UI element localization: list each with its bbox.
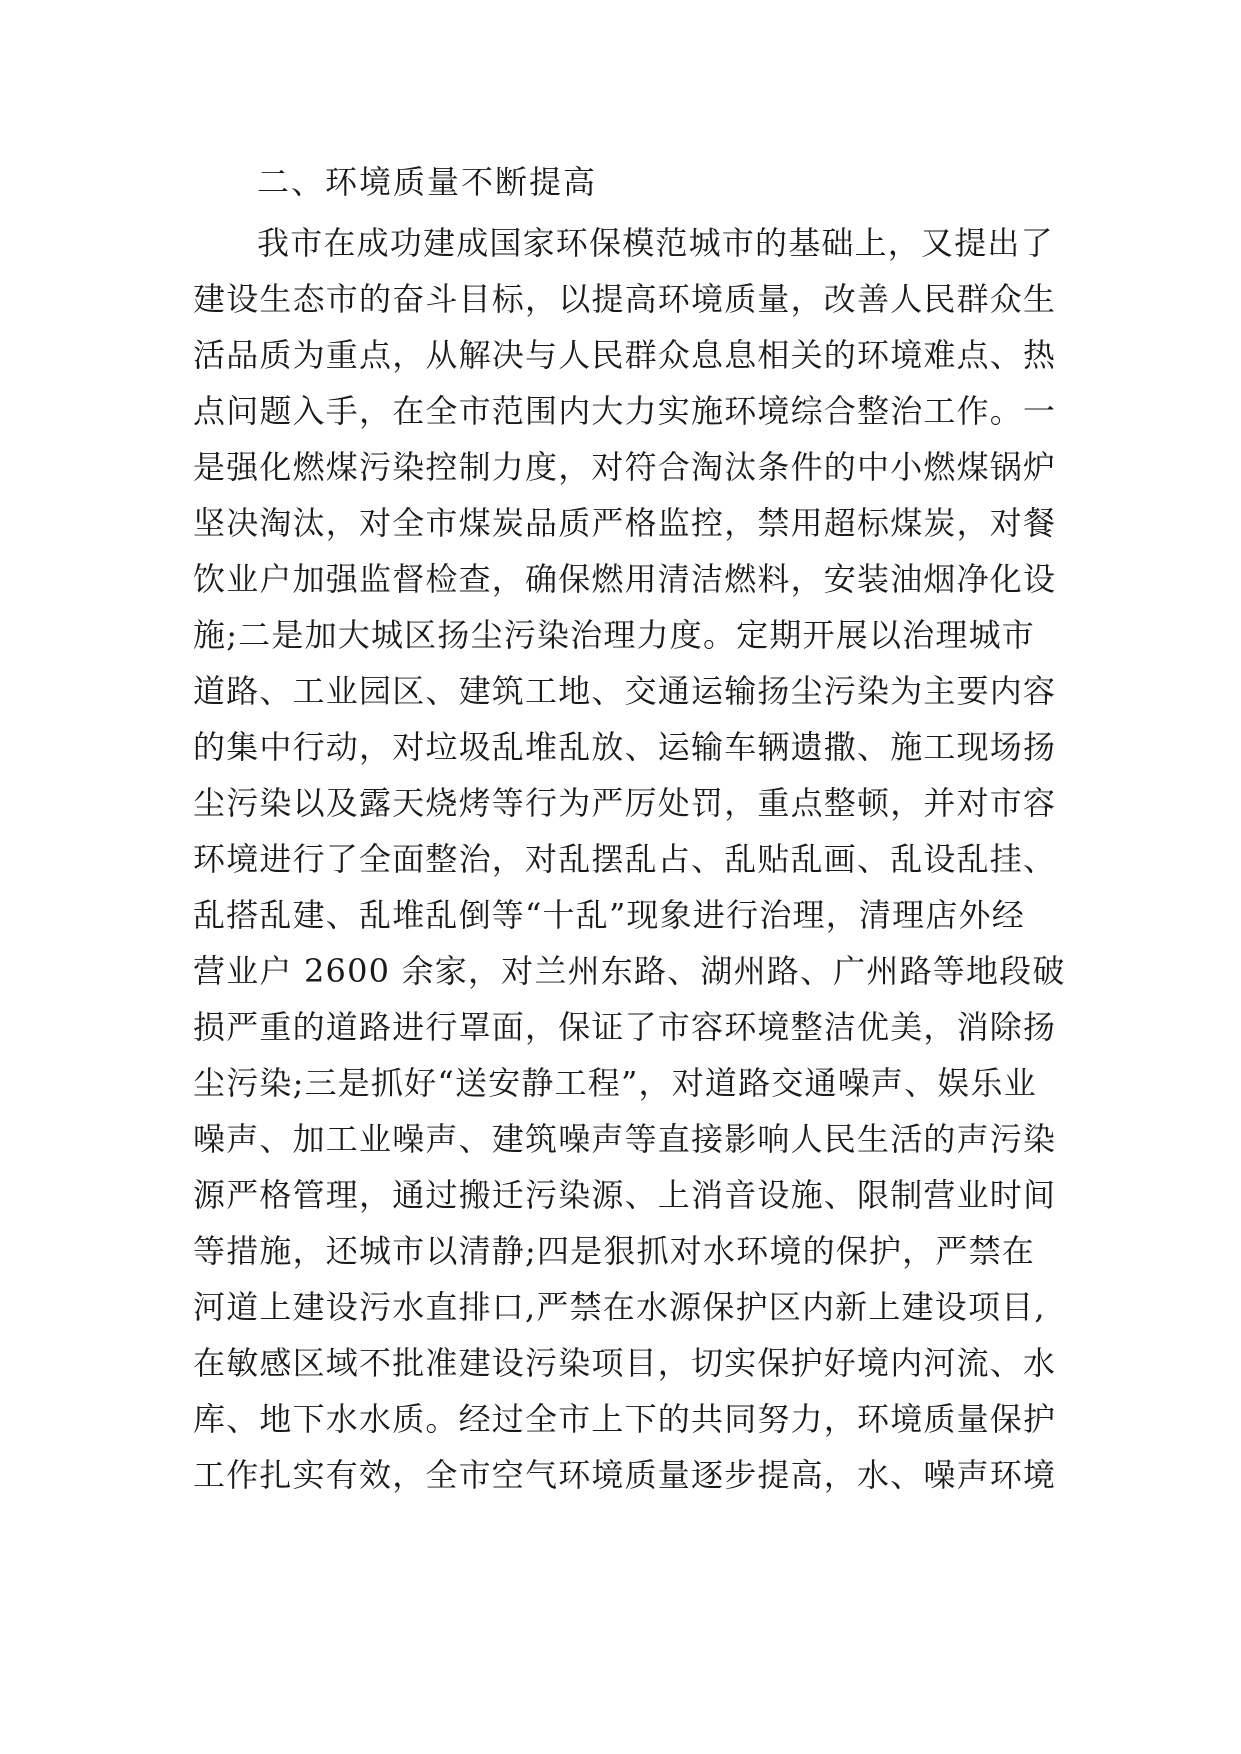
section-heading: 二、环境质量不断提高 [257, 163, 598, 201]
paragraph-line: 我市在成功建成国家环保模范城市的基础上，又提出了 [257, 224, 1054, 262]
paragraph-line: 是强化燃煤污染控制力度，对符合淘汰条件的中小燃煤锅炉 [193, 448, 1057, 486]
paragraph-line: 源严格管理，通过搬迁污染源、上消音设施、限制营业时间 [193, 1176, 1057, 1214]
paragraph-line: 营业户 2600 余家，对兰州东路、湖州路、广州路等地段破 [193, 952, 1066, 990]
paragraph-line: 活品质为重点，从解决与人民群众息息相关的环境难点、热 [193, 336, 1057, 374]
paragraph-line: 点问题入手，在全市范围内大力实施环境综合整治工作。一 [193, 392, 1057, 430]
paragraph-line: 河道上建设污水直排口,严禁在水源保护区内新上建设项目, [193, 1288, 1046, 1326]
paragraph-line: 库、地下水水质。经过全市上下的共同努力，环境质量保护 [193, 1400, 1057, 1438]
paragraph-line: 损严重的道路进行罩面，保证了市容环境整洁优美，消除扬 [193, 1008, 1057, 1046]
paragraph-line: 工作扎实有效，全市空气环境质量逐步提高，水、噪声环境 [193, 1456, 1057, 1494]
paragraph-line: 尘污染以及露天烧烤等行为严厉处罚，重点整顿，并对市容 [193, 784, 1057, 822]
paragraph-line: 坚决淘汰，对全市煤炭品质严格监控，禁用超标煤炭，对餐 [193, 504, 1057, 542]
paragraph-line: 道路、工业园区、建筑工地、交通运输扬尘污染为主要内容 [193, 672, 1057, 710]
paragraph-line: 环境进行了全面整治，对乱摆乱占、乱贴乱画、乱设乱挂、 [193, 840, 1057, 878]
paragraph-line: 乱搭乱建、乱堆乱倒等“十乱”现象进行治理，清理店外经 [193, 896, 1025, 934]
paragraph-line: 建设生态市的奋斗目标，以提高环境质量，改善人民群众生 [193, 280, 1057, 318]
paragraph-line: 施;二是加大城区扬尘污染治理力度。定期开展以治理城市 [193, 616, 1035, 654]
paragraph-line: 噪声、加工业噪声、建筑噪声等直接影响人民生活的声污染 [193, 1120, 1057, 1158]
paragraph-line: 等措施，还城市以清静;四是狠抓对水环境的保护，严禁在 [193, 1232, 1035, 1270]
paragraph-line: 的集中行动，对垃圾乱堆乱放、运输车辆遗撒、施工现场扬 [193, 728, 1057, 766]
paragraph-line: 在敏感区域不批准建设污染项目，切实保护好境内河流、水 [193, 1344, 1057, 1382]
paragraph-line: 饮业户加强监督检查，确保燃用清洁燃料，安装油烟净化设 [193, 560, 1057, 598]
paragraph-line: 尘污染;三是抓好“送安静工程”，对道路交通噪声、娱乐业 [193, 1064, 1037, 1102]
